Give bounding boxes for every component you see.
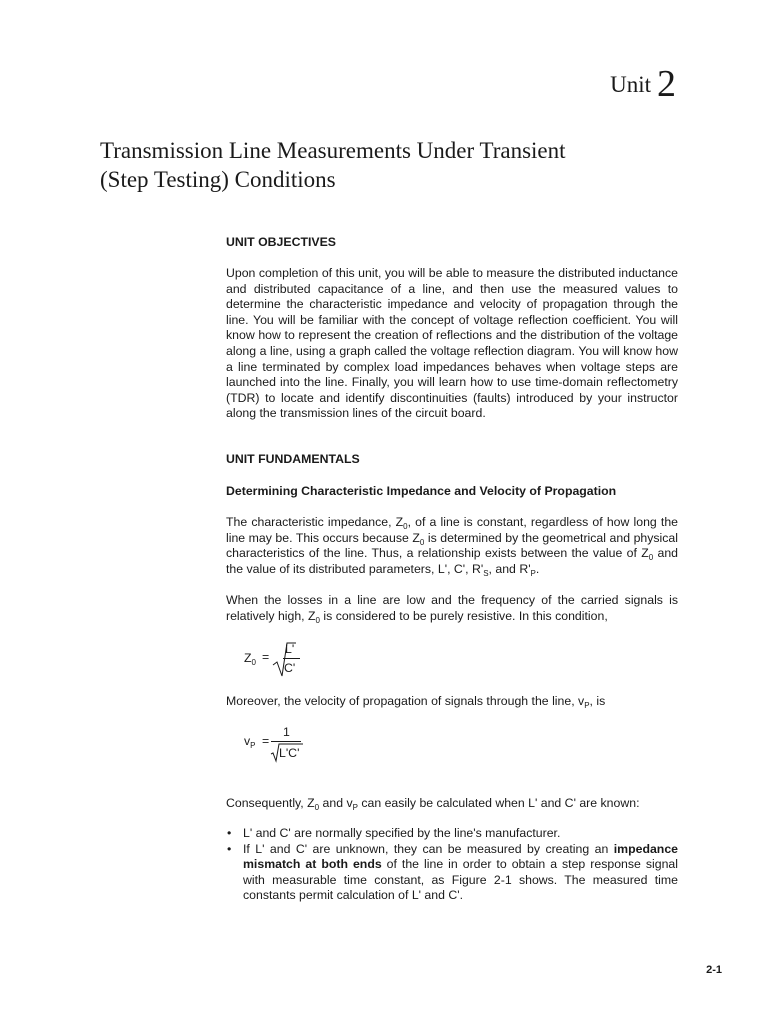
unit-title: [100, 136, 700, 194]
fundamentals-heading: UNIT FUNDAMENTALS: [226, 452, 360, 466]
impedance-paragraph: The characteristic impedance, $Z_0$, of a line is constant, regardless of how long the line may be. This occurs because $Z_0$ is determined by the geometrical and physical characteristics of the line. Thus, a relationship exists between the value of $Z_0$ and the value of its distributed parameters, L', C', $R'_S$, and $R'_P$.: [226, 515, 679, 578]
unit-title-line-2: (Step Testing) Conditions: [100, 167, 336, 192]
objectives-heading: UNIT OBJECTIVES: [226, 235, 337, 249]
consequently-paragraph: Consequently, $Z_0$ and $v_P$ can easily be calculated when L' and C' are known:: [226, 796, 640, 812]
velocity-formula: $v_P$ = 1 L'C': [244, 724, 334, 766]
objectives-paragraph: Upon completion of this unit, you will be able to measure the distributed inductance and distributed capacitance of a line, and then use the measured values to determine the characteristic impedance and velocity of propagation through the line. You will be familiar with the concept of voltage reflection coefficient. You will know how to represent the creation of reflections and the distribution of the voltage along a line, using a graph called the voltage reflection diagram. You will know how a line terminated by complex load impedances behaves when voltage steps are launched into the line. Finally, you will learn how to use time-domain reflectometry (TDR) to locate and identify discontinuities (faults) introduced by your instructor along the transmission lines of the circuit board.: [226, 266, 678, 421]
impedance-formula: $Z_0$ = L' C': [244, 641, 324, 681]
fundamentals-subheading: Determining Characteristic Impedance and Velocity of Propagation: [226, 484, 617, 498]
unit-word: Unit: [610, 72, 651, 97]
bullet-icon: •: [227, 841, 232, 856]
page-number: 2-1: [706, 964, 722, 976]
velocity-paragraph: Moreover, the velocity of propagation of signals through the line, $v_P$, is: [226, 694, 606, 710]
bullet-list: [226, 826, 678, 904]
resistive-paragraph: When the losses in a line are low and the frequency of the carried signals is relatively high, $Z_0$ is considered to be purely resistive. In this condition,: [226, 593, 678, 625]
list-item: • If L' and C' are unknown, they can be measured by creating an impedance mismatch at both ends of the line in order to obtain a step response signal with measurable time constant, as Figure 2-1 shows. The measured time constants permit calculation of L' and C'.: [227, 841, 678, 903]
list-item: • L' and C' are normally specified by the line's manufacturer.: [227, 826, 561, 840]
unit-heading: [610, 62, 676, 106]
unit-title-line-1: Transmission Line Measurements Under Transient: [100, 138, 566, 163]
unit-number: 2: [657, 63, 676, 105]
emphasis-text: impedance mismatch at both ends: [243, 841, 678, 872]
bullet-icon: •: [227, 826, 232, 840]
